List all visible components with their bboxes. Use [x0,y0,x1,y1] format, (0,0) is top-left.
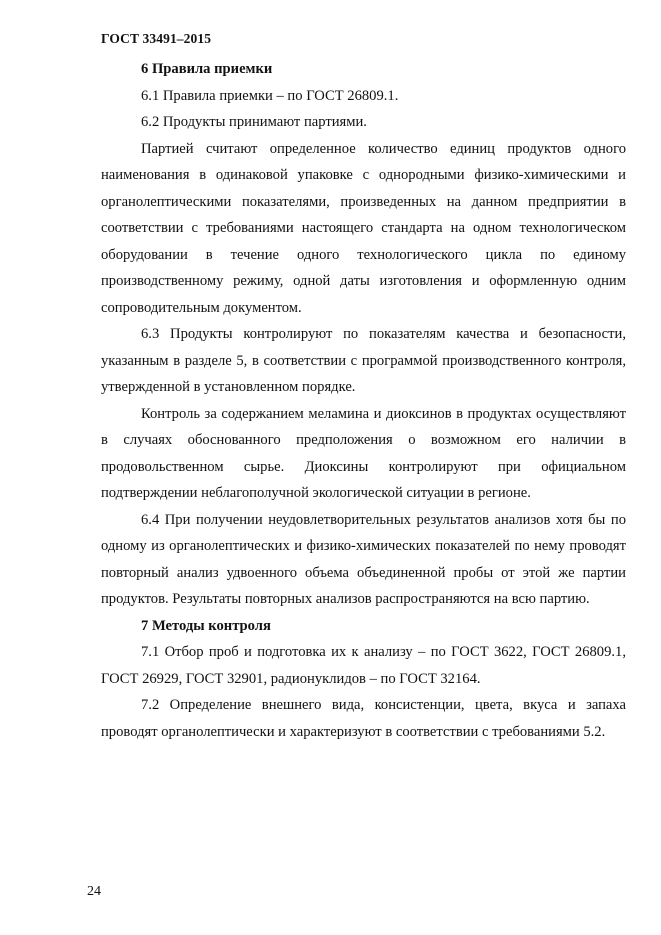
paragraph-6-4: 6.4 При получении неудовлетворительных результатов анализов хотя бы по одному из органолептических и физико-химических показателей по нему проводят повторный анализ удвоенного объема объединенной пробы от этой же партии продуктов. Результаты повторных анализов распространяются на всю партию. [101,511,626,607]
section-heading-control-methods: 7 Методы контроля [141,617,271,634]
paragraph-batch-definition: Партией считают определенное количество единиц продуктов одного наименования в одинаковой упаковке с однородными физико-химическими и органолептическими показателями, произведенных на данном предприятии в соответствии с требованиями настоящего стандарта на одном технологическом оборудовании в течение одного технологического цикла по единому производственному режиму, одной даты изготовления и оформленную одним сопроводительным документом. [101,140,626,316]
paragraph-6-2: 6.2 Продукты принимают партиями. [141,114,367,130]
paragraph-7-2: 7.2 Определение внешнего вида, консистенции, цвета, вкуса и запаха проводят органолептически и характеризуют в соответствии с требованиями 5.2. [101,697,626,740]
paragraph-6-3: 6.3 Продукты контролируют по показателям качества и безопасности, указанным в разделе 5, в соответствии с программой производственного контроля, утвержденной в установленном порядке. [101,326,626,395]
document-header: ГОСТ 33491–2015 [101,31,212,46]
paragraph-7-1: 7.1 Отбор проб и подготовка их к анализу – по ГОСТ 3622, ГОСТ 26809.1, ГОСТ 26929, ГОСТ 32901, радионуклидов – по ГОСТ 32164. [101,644,626,687]
paragraph-6-1: 6.1 Правила приемки – по ГОСТ 26809.1. [141,87,399,104]
section-heading-acceptance-rules: 6 Правила приемки [141,61,273,77]
paragraph-melamine-dioxins: Контроль за содержанием меламина и диоксинов в продуктах осуществляют в случаях обоснованного предположения о возможном его наличии в продовольственном сырье. Диоксины контролируют при официальном подтверждении неблагополучной экологической ситуации в регионе. [101,405,626,501]
page-body [101,56,626,745]
page-number: 24 [87,884,101,899]
